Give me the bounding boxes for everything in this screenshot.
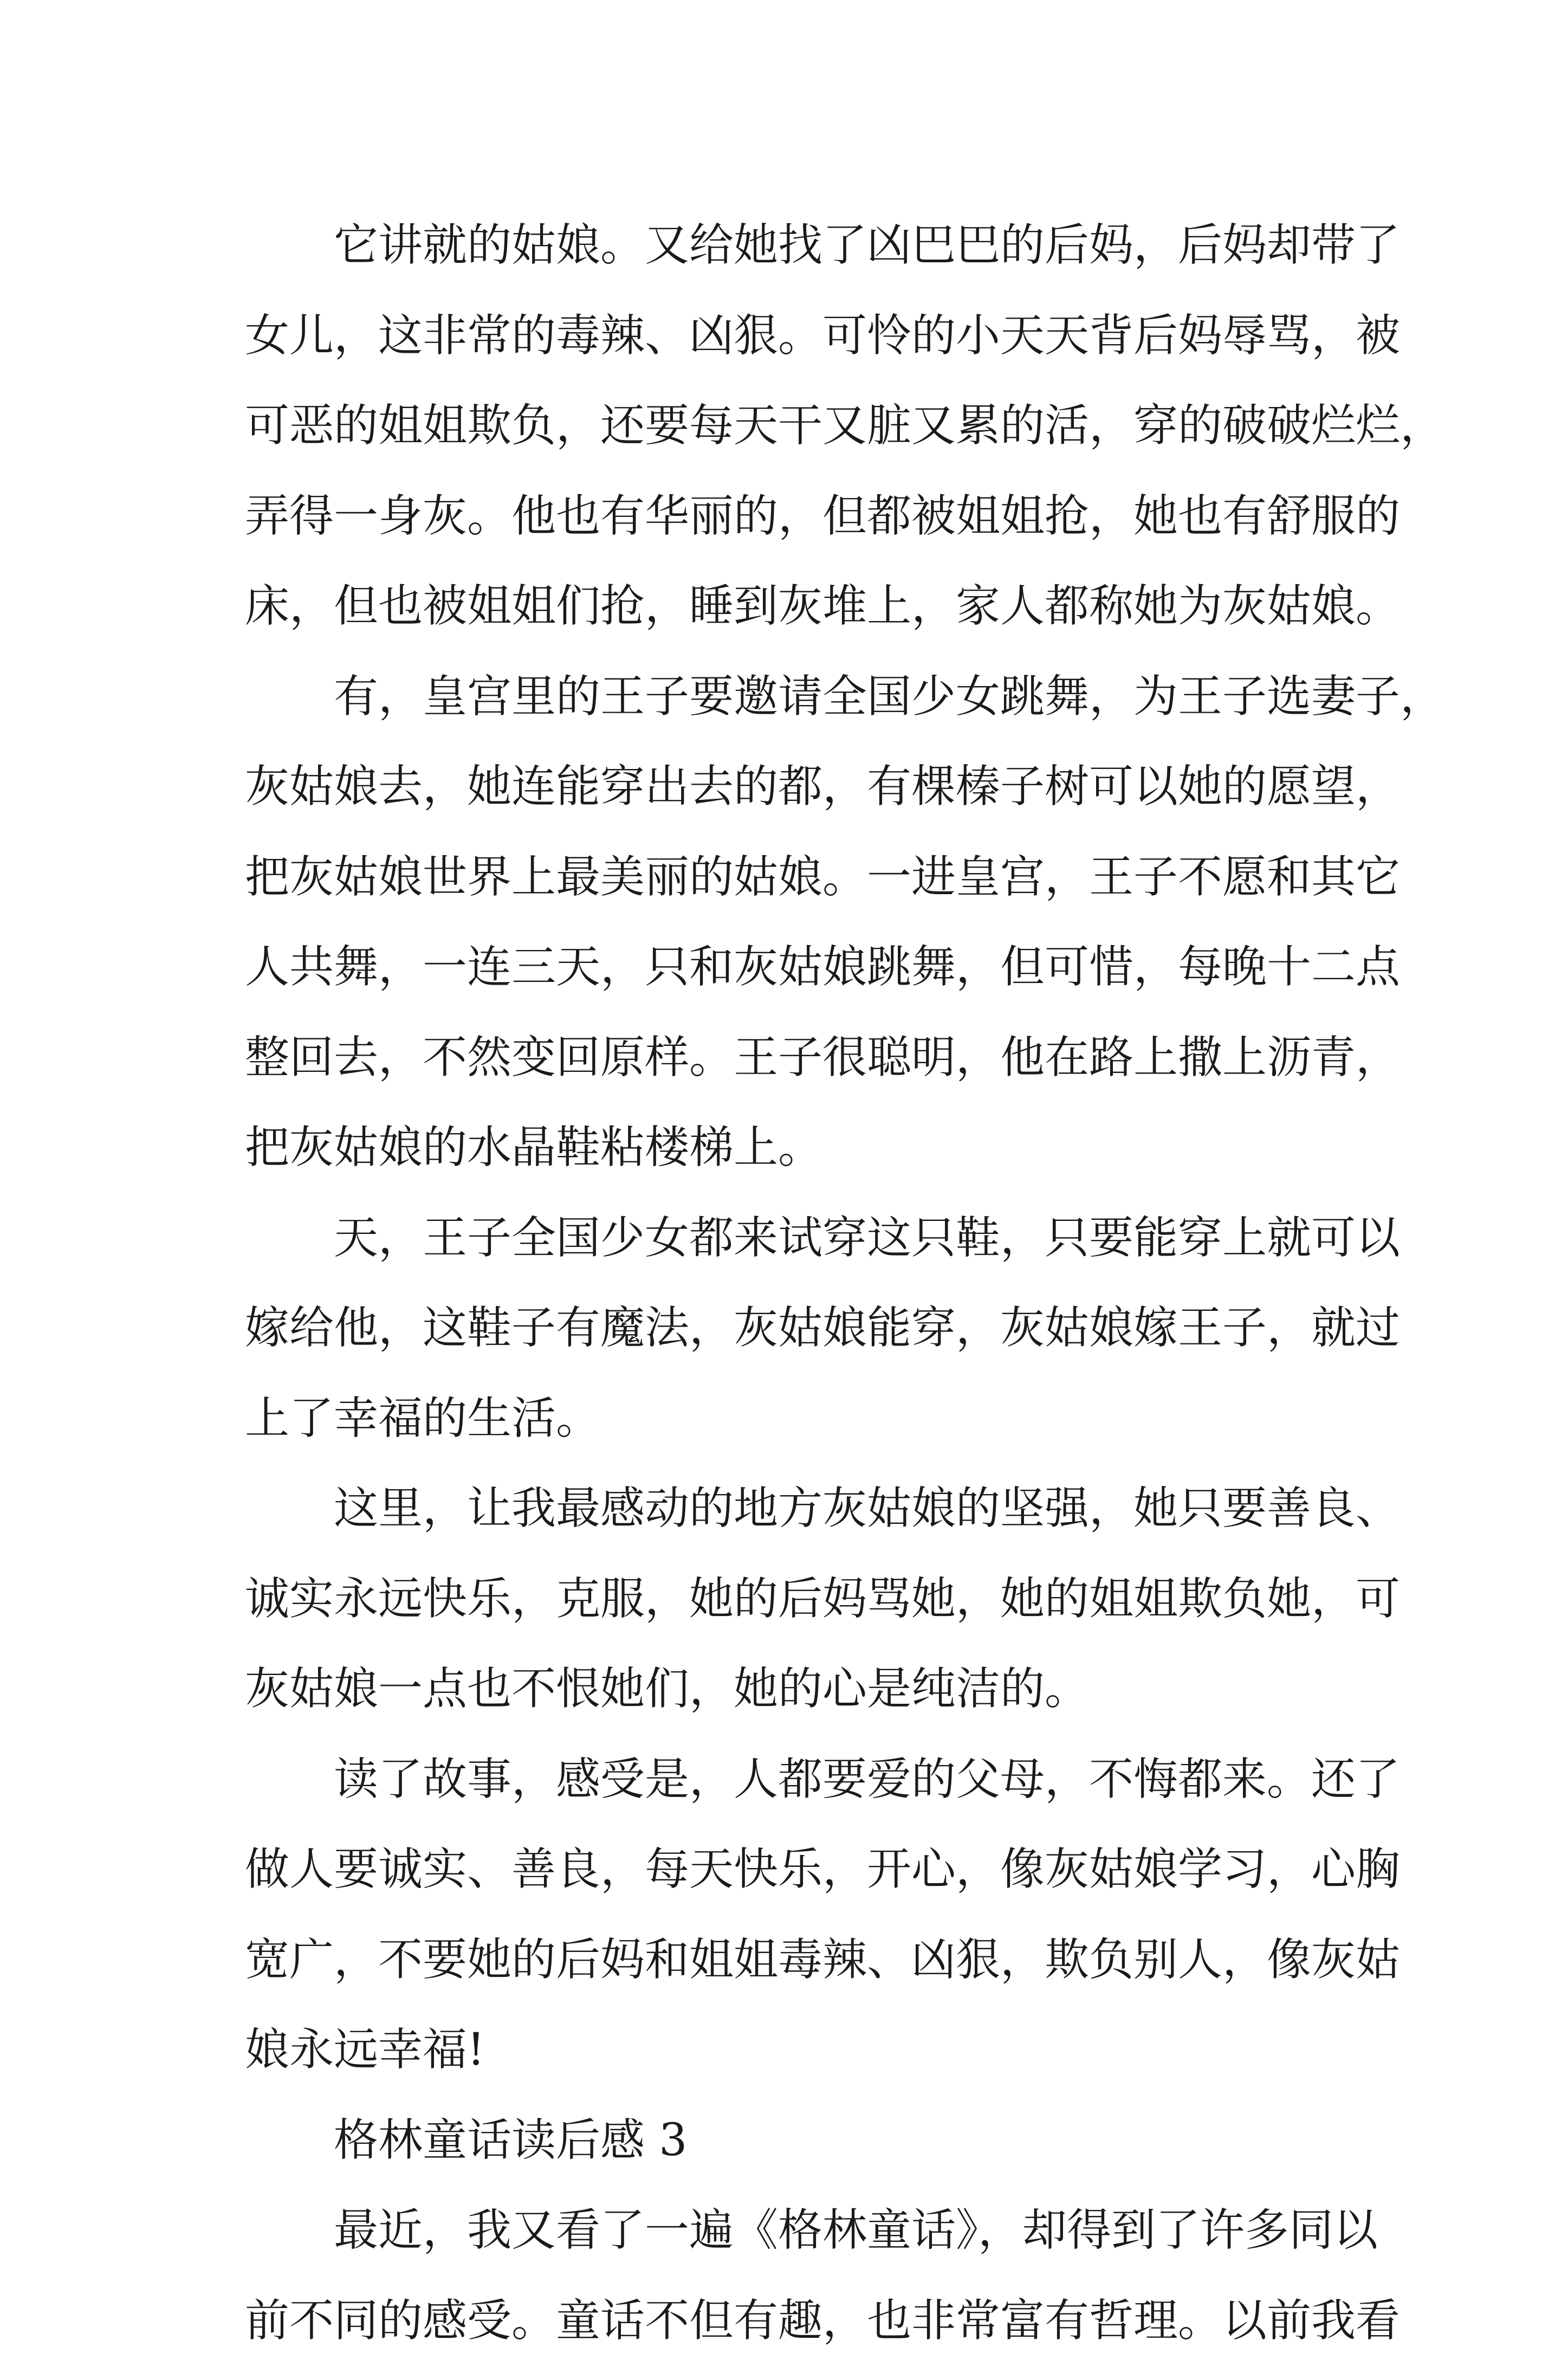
paragraph-line: 有，皇宫里的王子要邀请全国少女跳舞，为王子选妻子， — [245, 652, 1329, 742]
paragraph-line: 女儿，这非常的毒辣、凶狠。可怜的小天天背后妈辱骂，被 — [245, 291, 1329, 382]
paragraph-line: 可恶的姐姐欺负，还要每天干又脏又累的活，穿的破破烂烂， — [245, 381, 1329, 471]
paragraph-line: 前不同的感受。童话不但有趣，也非常富有哲理。以前我看 — [245, 2276, 1329, 2366]
paragraph-line: 人共舞，一连三天，只和灰姑娘跳舞，但可惜，每晚十二点 — [245, 922, 1329, 1013]
paragraph-line: 做人要诚实、善良，每天快乐，开心，像灰姑娘学习，心胸 — [245, 1825, 1329, 1915]
section-heading-text: 格林童话读后感 3 — [245, 2096, 1329, 2186]
paragraph-line: 灰姑娘一点也不恨她们，她的心是纯洁的。 — [245, 1644, 1329, 1735]
document-body — [245, 201, 1329, 2366]
paragraph-line: 读了故事，感受是，人都要爱的父母，不悔都来。还了 — [245, 1735, 1329, 1825]
paragraph-line: 把灰姑娘的水晶鞋粘楼梯上。 — [245, 1103, 1329, 1193]
paragraph-line: 它讲就的姑娘。又给她找了凶巴巴的后妈，后妈却带了 — [245, 201, 1329, 291]
paragraph-3 — [245, 1193, 1329, 1464]
paragraph-5 — [245, 1735, 1329, 2096]
paragraph-line: 弄得一身灰。他也有华丽的，但都被姐姐抢，她也有舒服的 — [245, 471, 1329, 562]
paragraph-2 — [245, 652, 1329, 1193]
paragraph-line: 灰姑娘去，她连能穿出去的都，有棵榛子树可以她的愿望， — [245, 742, 1329, 832]
paragraph-line: 嫁给他，这鞋子有魔法，灰姑娘能穿，灰姑娘嫁王子，就过 — [245, 1283, 1329, 1374]
paragraph-line: 宽广，不要她的后妈和姐姐毒辣、凶狠，欺负别人，像灰姑 — [245, 1915, 1329, 2006]
paragraph-line: 把灰姑娘世界上最美丽的姑娘。一进皇宫，王子不愿和其它 — [245, 832, 1329, 923]
paragraph-line: 整回去，不然变回原样。王子很聪明，他在路上撒上沥青， — [245, 1013, 1329, 1103]
paragraph-line: 娘永远幸福! — [245, 2005, 1329, 2096]
paragraph-6 — [245, 2186, 1329, 2366]
paragraph-line: 这里，让我最感动的地方灰姑娘的坚强，她只要善良、 — [245, 1464, 1329, 1554]
paragraph-line: 最近，我又看了一遍《格林童话》，却得到了许多同以 — [245, 2186, 1329, 2276]
paragraph-4 — [245, 1464, 1329, 1735]
section-heading — [245, 2096, 1329, 2186]
paragraph-line: 天，王子全国少女都来试穿这只鞋，只要能穿上就可以 — [245, 1193, 1329, 1284]
paragraph-line: 床，但也被姐姐们抢，睡到灰堆上，家人都称她为灰姑娘。 — [245, 561, 1329, 652]
paragraph-line: 诚实永远快乐，克服，她的后妈骂她，她的姐姐欺负她，可 — [245, 1554, 1329, 1645]
paragraph-line: 上了幸福的生活。 — [245, 1374, 1329, 1464]
paragraph-1 — [245, 201, 1329, 652]
